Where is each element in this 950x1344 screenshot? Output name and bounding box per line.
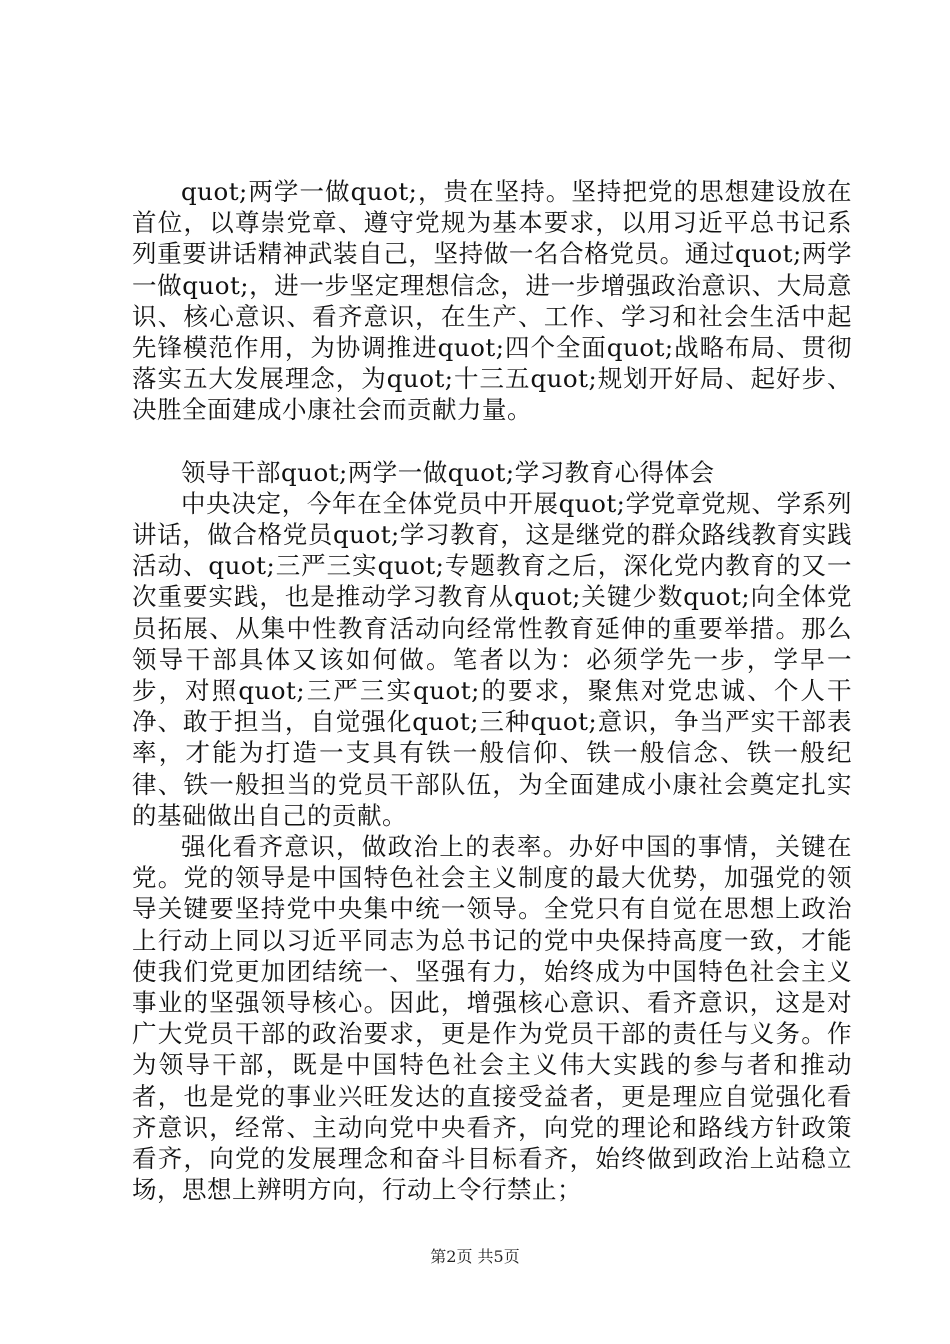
paragraph-3: 强化看齐意识，做政治上的表率。办好中国的事情，关键在党。党的领导是中国特色社会主义制度的最大优势，加强党的领导关键要坚持党中央集中统一领导。全党只有自觉在思想上政治上行动上同以习近平同志为总书记的党中央保持高度一致，才能使我们党更加团结统一、坚强有力，始终成为中国特色社会主义事业的坚强领导核心。因此，增强核心意识、看齐意识，这是对广大党员干部的政治要求，更是作为党员干部的责任与义务。作为领导干部，既是中国特色社会主义伟大实践的参与者和推动者，也是党的事业兴旺发达的直接受益者，更是理应自觉强化看齐意识，经常、主动向党中央看齐，向党的理论和路线方针政策看齐，向党的发展理念和奋斗目标看齐，始终做到政治上站稳立场，思想上辨明方向，行动上令行禁止；	[132, 832, 852, 1205]
paragraph-2: 中央决定，今年在全体党员中开展quot;学党章党规、学系列讲话，做合格党员quot;学习教育，这是继党的群众路线教育实践活动、quot;三严三实quot;专题教育之后，深化党内教育的又一次重要实践，也是推动学习教育从quot;关键少数quot;向全体党员拓展、从集中性教育活动向经常性教育延伸的重要举措。那么领导干部具体又该如何做。笔者以为：必须学先一步，学早一步，对照quot;三严三实quot;的要求，聚焦对党忠诚、个人干净、敢于担当，自觉强化quot;三种quot;意识，争当严实干部表率，才能为打造一支具有铁一般信仰、铁一般信念、铁一般纪律、铁一般担当的党员干部队伍，为全面建成小康社会奠定扎实的基础做出自己的贡献。	[132, 488, 852, 830]
paragraph-1: quot;两学一做quot;，贵在坚持。坚持把党的思想建设放在首位，以尊崇党章、遵守党规为基本要求，以用习近平总书记系列重要讲话精神武装自己，坚持做一名合格党员。通过quot;两学一做quot;，进一步坚定理想信念，进一步增强政治意识、大局意识、核心意识、看齐意识，在生产、工作、学习和社会生活中起先锋模范作用，为协调推进quot;四个全面quot;战略布局、贯彻落实五大发展理念，为quot;十三五quot;规划开好局、起好步、决胜全面建成小康社会而贡献力量。	[132, 177, 852, 425]
section-heading: 领导干部quot;两学一做quot;学习教育心得体会	[181, 457, 715, 487]
page-footer: 第2页 共5页	[430, 1247, 520, 1266]
paragraph-gap	[132, 426, 852, 457]
document-body	[132, 176, 852, 1206]
